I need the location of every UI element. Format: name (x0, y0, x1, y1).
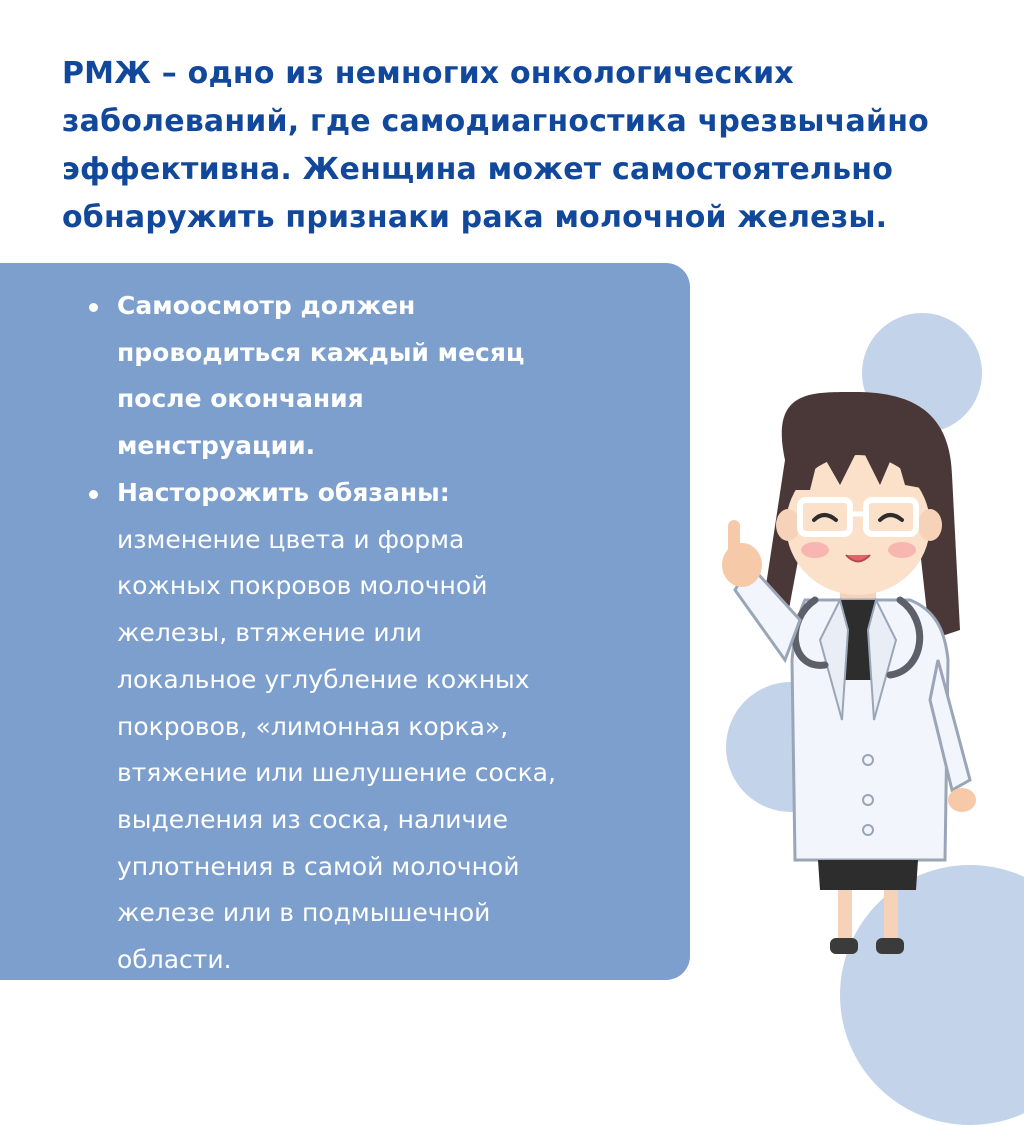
headline-line: эффективна. Женщина может самостоятельно (62, 152, 894, 187)
bullet-dot-icon (89, 303, 98, 312)
bullet-text-line: втяжение или шелушение соска, (117, 758, 556, 788)
info-panel (0, 263, 690, 980)
bullet-text-line: кожных покровов молочной (117, 571, 488, 601)
headline-line: заболеваний, где самодиагностика чрезвычайно (62, 104, 929, 139)
doctor-pointing-illustration (690, 300, 1024, 1000)
bullet-text-line: железы, втяжение или (117, 618, 422, 648)
bullet-dot-icon (89, 490, 98, 499)
bullet-item-self-exam (117, 283, 687, 470)
bullet-list (0, 263, 690, 980)
bullet-item-warning-signs (117, 470, 687, 984)
headline-line: РМЖ – одно из немногих онкологических (62, 56, 794, 91)
bullet-bold-line: Насторожить обязаны: (117, 478, 450, 507)
bullet-bold-line: Самоосмотр должен (117, 291, 416, 320)
bullet-text-line: железе или в подмышечной (117, 898, 491, 928)
bullet-bold-line: после окончания (117, 384, 364, 414)
bullet-bold-line: менструации. (117, 431, 316, 461)
headline (62, 50, 992, 242)
bullet-text-line: уплотнения в самой молочной (117, 851, 520, 881)
bullet-text-line: выделения из соска, наличие (117, 804, 508, 834)
headline-line: обнаружить признаки рака молочной железы. (62, 200, 888, 235)
bullet-text-line: покровов, «лимонная корка», (117, 711, 509, 741)
bullet-text-line: области. (117, 945, 232, 975)
bullet-text-line: локальное углубление кожных (117, 664, 530, 694)
bullet-bold-line: проводиться каждый месяц (117, 337, 525, 367)
bullet-text-line: изменение цвета и форма (117, 524, 465, 554)
